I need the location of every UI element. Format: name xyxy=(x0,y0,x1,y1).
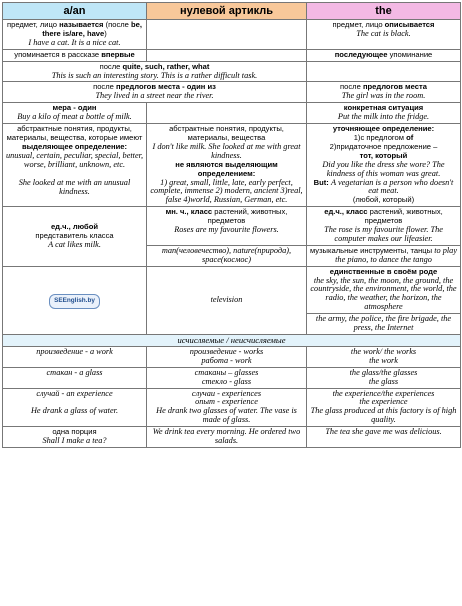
example-text: unusual, certain, peculiar, special, better, worse, brilliant, unknown, etc. xyxy=(5,150,144,169)
example-text: I don't like milk. She looked at me with great kindness. xyxy=(152,141,301,160)
cell-the: музыкальные инструменты, танцы to play the piano, to dance the tango xyxy=(307,245,461,266)
cell-zero-article xyxy=(147,103,307,124)
cell-a-an: абстрактные понятия, продукты, материалы, вещества, которые имеют выделяющее определение: unusual, certain, peculiar, special, better, worse, brilliant, unknown, etc. She looked at me with an unusual kindness. xyxy=(3,124,147,207)
table-row xyxy=(3,207,461,246)
example-text: The rose is my favourite flower. The computer makes our lifeasier. xyxy=(324,225,443,243)
example-text: 1) great, small, little, late, early perfect, complete, immense 2) modern, ancient 3)real, false 4)world, Russian, German, etc. xyxy=(150,177,303,205)
cell-a-an: одна порция Shall I make a tea? xyxy=(3,427,147,448)
table-row xyxy=(3,427,461,448)
example-text: Put the milk into the fridge. xyxy=(337,112,430,122)
article-usage-table xyxy=(2,2,461,448)
table-row xyxy=(3,20,461,50)
example-text: She looked at me with an unusual kindness. xyxy=(18,177,131,196)
cell-a-an: случай - an experience He drank a glass of water. xyxy=(3,388,147,427)
cell-the xyxy=(307,314,461,335)
rule-text: предмет, лицо описывается xyxy=(332,20,435,29)
table-row xyxy=(3,82,461,103)
table-row xyxy=(3,124,461,207)
cell-the: the glass/the glasses the glass xyxy=(307,367,461,388)
cell-zero-article: We drink tea every morning. He ordered two salads. xyxy=(147,427,307,448)
cell-a-an: упоминается в рассказе впервые xyxy=(3,49,147,61)
cell-a-an xyxy=(3,20,147,50)
example-text: A cat likes milk. xyxy=(48,239,101,249)
example-text: the sky, the sun, the moon, the ground, the countryside, the environment, the world, the radio, the weather, the horizon, the atmosphere xyxy=(310,275,457,312)
cell-the: конкретная ситуация Put the milk into the fridge. xyxy=(307,103,461,124)
example-text: man(человечество), nature(природа), space(космос) xyxy=(161,245,292,264)
example-text: television xyxy=(210,294,243,304)
header-row xyxy=(3,3,461,20)
section-title: исчисляемые / неисчисляемые xyxy=(3,335,461,347)
cell-zero-article xyxy=(147,20,307,50)
table-row xyxy=(3,61,461,82)
cell-a-an: после предлогов места - один из They lived in a street near the river. xyxy=(3,82,307,103)
cell-the: the experience/the experiences the experience The glass produced at this factory is of high quality. xyxy=(307,388,461,427)
cell-a-an xyxy=(3,266,147,334)
cell-zero-article xyxy=(147,266,307,334)
example-text: This is such an interesting story. This is a rather difficult task. xyxy=(51,70,258,80)
table-row xyxy=(3,49,461,61)
example-text: Buy a kilo of meat a bottle of milk. xyxy=(17,112,132,122)
site-logo[interactable]: SEEnglish.by xyxy=(49,294,100,309)
cell-the xyxy=(307,61,461,82)
cell-zero-article: стаканы – glasses стекло - glass xyxy=(147,367,307,388)
cell-the xyxy=(307,20,461,50)
cell-zero-article: мн. ч., класс растений, животных, предметов Roses are my favourite flowers. xyxy=(147,207,307,246)
section-header-row xyxy=(3,335,461,347)
cell-a-an: произведение - a work xyxy=(3,346,147,367)
cell-the: после предлогов места The girl was in the room. xyxy=(307,82,461,103)
example-text: I have a cat. It is a nice cat. xyxy=(28,37,121,47)
example-text: the army, the police, the fire brigade, the press, the Internet xyxy=(315,314,452,333)
table-row xyxy=(3,266,461,314)
cell-zero-article: случаи - experiences опыт - experience He drank two glasses of water. The vase is made of glass. xyxy=(147,388,307,427)
table-row xyxy=(3,103,461,124)
cell-the: The tea she gave me was delicious. xyxy=(307,427,461,448)
cell-zero-article: произведение - works работа - work xyxy=(147,346,307,367)
cell-zero-article xyxy=(147,49,307,61)
example-text: The cat is black. xyxy=(356,28,411,38)
table-row xyxy=(3,388,461,427)
header-a-an: a/an xyxy=(3,3,147,20)
cell-a-an: стакан - a glass xyxy=(3,367,147,388)
cell-the: ед.ч., класс растений, животных, предметов The rose is my favourite flower. The computer makes our lifeasier. xyxy=(307,207,461,246)
rule-text: предмет, лицо называется (после be, there is/are, have) xyxy=(6,20,143,38)
header-zero-article: нулевой артикль xyxy=(147,3,307,20)
example-text: The girl was in the room. xyxy=(341,91,426,101)
header-the: the xyxy=(307,3,461,20)
cell-a-an: после quite, such, rather, what This is such an interesting story. This is a rather difficult task. xyxy=(3,61,307,82)
table-row xyxy=(3,346,461,367)
cell-the: последующее упоминание xyxy=(307,49,461,61)
cell-a-an: мера - один Buy a kilo of meat a bottle of milk. xyxy=(3,103,147,124)
cell-the: единственные в своём роде the sky, the sun, the moon, the ground, the countryside, the environment, the world, the radio, the weather, the horizon, the atmosphere xyxy=(307,266,461,314)
cell-the: the work/ the works the work xyxy=(307,346,461,367)
cell-the: уточняющее определение: 1)с предлогом of 2)придаточное предложение – тот, который Did you like the dress she wore? The kindness of this woman was great. But: A vegetarian is a person who doesn't eat meat. (любой, который) xyxy=(307,124,461,207)
table-row xyxy=(3,367,461,388)
example-text: Did you like the dress she wore? The kindness of this woman was great. xyxy=(322,159,445,178)
example-text: They lived in a street near the river. xyxy=(95,91,214,101)
cell-zero-article xyxy=(147,245,307,266)
cell-a-an: ед.ч., любой представитель класса A cat likes milk. xyxy=(3,207,147,266)
cell-zero-article: абстрактные понятия, продукты, материалы, вещества I don't like milk. She looked at me with great kindness. не являются выделяющим определением: 1) great, small, little, late, early perfect, complete, immense 2) modern, ancient 3)real, false 4)world, Russian, German, etc. xyxy=(147,124,307,207)
example-text: Roses are my favourite flowers. xyxy=(174,225,279,235)
